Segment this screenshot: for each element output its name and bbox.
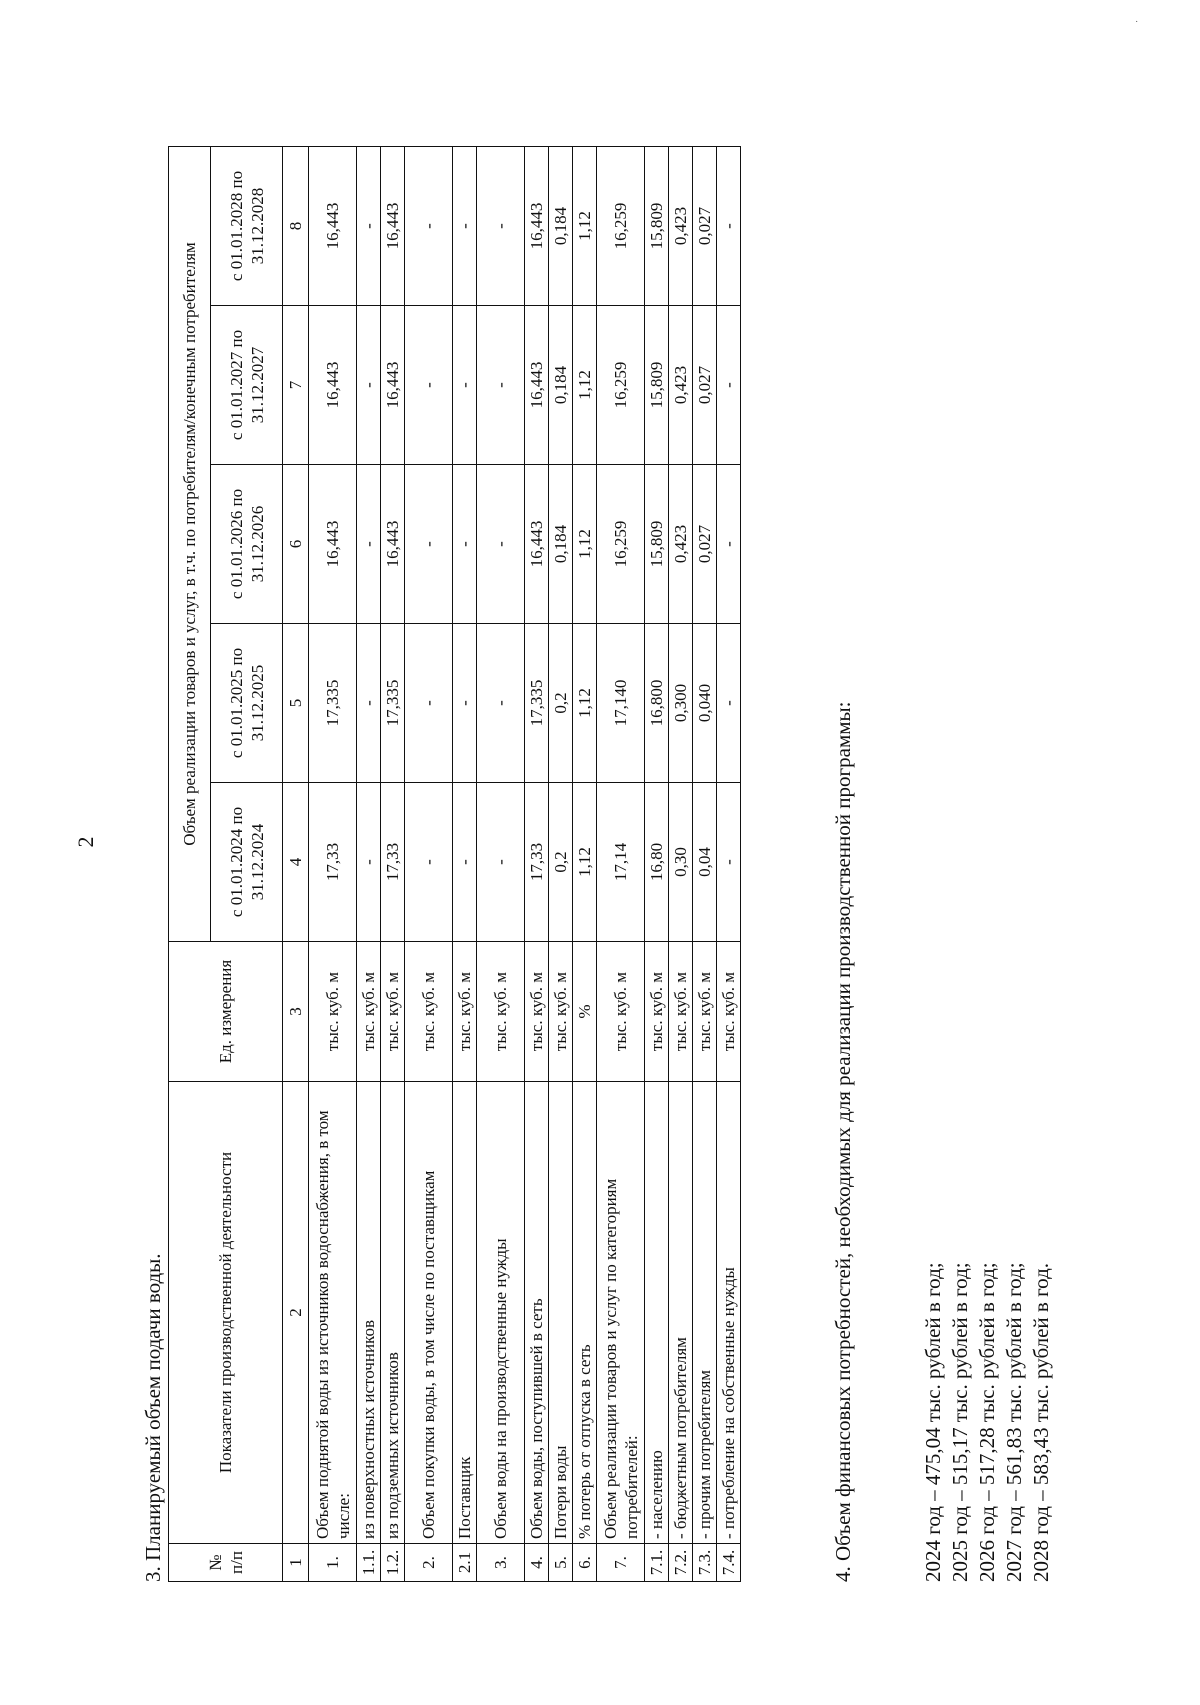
row-indicator: Объем воды, поступившей в сеть	[525, 1082, 549, 1544]
row-value: -	[477, 465, 525, 624]
row-unit: тыс. куб. м	[525, 942, 549, 1082]
row-value: -	[405, 783, 453, 942]
financial-needs-list	[920, 1262, 1055, 1582]
row-indicator: - потребление на собственные нужды	[717, 1082, 741, 1544]
row-value: -	[477, 624, 525, 783]
row-value: 16,80	[645, 783, 669, 942]
header-volume-group: Объем реализации товаров и услуг, в т.ч. по потребителям/конечным потребителям	[169, 146, 211, 941]
row-unit: тыс. куб. м	[645, 942, 669, 1082]
row-value: 0,423	[669, 146, 693, 305]
section4-title: 4. Объем финансовых потребностей, необходимых для реализации производственной программы:	[831, 701, 855, 1582]
row-num: 4.	[525, 1544, 549, 1582]
table-row	[573, 146, 597, 1581]
table-row	[525, 146, 549, 1581]
row-num: 1.1.	[357, 1544, 381, 1582]
table-row	[669, 146, 693, 1581]
header-unit: Ед. измерения	[169, 942, 283, 1082]
row-num: 7.4.	[717, 1544, 741, 1582]
header-num: № п/п	[169, 1544, 283, 1582]
row-value: 17,33	[525, 783, 549, 942]
col-number: 8	[283, 146, 309, 305]
table-row	[381, 146, 405, 1581]
row-unit: тыс. куб. м	[453, 942, 477, 1082]
row-value: -	[357, 624, 381, 783]
table-row	[477, 146, 525, 1581]
row-unit: тыс. куб. м	[717, 942, 741, 1082]
col-number: 3	[283, 942, 309, 1082]
row-indicator: Поставщик	[453, 1082, 477, 1544]
row-value: -	[357, 306, 381, 465]
row-unit: тыс. куб. м	[477, 942, 525, 1082]
row-value: 1,12	[573, 465, 597, 624]
row-value: -	[453, 783, 477, 942]
row-num: 5.	[549, 1544, 573, 1582]
row-value: -	[453, 465, 477, 624]
table-row	[453, 146, 477, 1581]
row-indicator: Потери воды	[549, 1082, 573, 1544]
table-row	[549, 146, 573, 1581]
row-value: 17,335	[309, 624, 357, 783]
row-value: 0,184	[549, 465, 573, 624]
table-row	[309, 146, 357, 1581]
row-indicator: - прочим потребителям	[693, 1082, 717, 1544]
row-value: -	[717, 465, 741, 624]
header-period-2024: с 01.01.2024 по 31.12.2024	[211, 783, 283, 942]
row-value: -	[717, 306, 741, 465]
row-value: -	[453, 306, 477, 465]
col-number: 1	[283, 1544, 309, 1582]
row-value: -	[357, 146, 381, 305]
row-value: -	[717, 783, 741, 942]
row-value: 0,2	[549, 783, 573, 942]
row-value: 16,259	[597, 465, 645, 624]
row-value: 0,040	[693, 624, 717, 783]
row-value: 16,443	[309, 465, 357, 624]
row-unit: тыс. куб. м	[549, 942, 573, 1082]
row-value: -	[477, 306, 525, 465]
row-unit: тыс. куб. м	[309, 942, 357, 1082]
row-value: 17,335	[381, 624, 405, 783]
row-num: 1.	[309, 1544, 357, 1582]
row-value: 0,30	[669, 783, 693, 942]
row-value: 16,259	[597, 306, 645, 465]
col-number: 7	[283, 306, 309, 465]
row-value: 16,443	[525, 465, 549, 624]
row-value: 15,809	[645, 146, 669, 305]
row-num: 2.1	[453, 1544, 477, 1582]
row-value: 1,12	[573, 624, 597, 783]
col-number: 5	[283, 624, 309, 783]
row-value: 0,423	[669, 306, 693, 465]
row-indicator: из подземных источников	[381, 1082, 405, 1544]
header-period-2026: с 01.01.2026 по 31.12.2026	[211, 465, 283, 624]
row-value: 0,027	[693, 465, 717, 624]
row-value: 17,33	[381, 783, 405, 942]
table-row	[717, 146, 741, 1581]
row-value: 16,443	[381, 146, 405, 305]
row-value: 17,33	[309, 783, 357, 942]
row-num: 2.	[405, 1544, 453, 1582]
row-value: -	[717, 146, 741, 305]
list-item: 2024 год – 475,04 тыс. рублей в год;	[921, 1262, 945, 1582]
list-item: 2026 год – 517,28 тыс. рублей в год;	[975, 1262, 999, 1582]
list-item: 2028 год – 583,43 тыс. рублей в год.	[1029, 1262, 1053, 1582]
row-value: 0,423	[669, 465, 693, 624]
row-value: -	[477, 146, 525, 305]
water-volume-table	[168, 146, 741, 1582]
header-period-2027: с 01.01.2027 по 31.12.2027	[211, 306, 283, 465]
row-value: 1,12	[573, 146, 597, 305]
row-num: 7.3.	[693, 1544, 717, 1582]
col-number: 4	[283, 783, 309, 942]
header-period-2028: с 01.01.2028 по 31.12.2028	[211, 146, 283, 305]
row-value: 16,443	[525, 146, 549, 305]
row-indicator: Объем покупки воды, в том числе по поставщикам	[405, 1082, 453, 1544]
table-row	[357, 146, 381, 1581]
row-indicator: Объем воды на производственные нужды	[477, 1082, 525, 1544]
row-indicator: - населению	[645, 1082, 669, 1544]
table-row	[405, 146, 453, 1581]
row-value: 16,443	[381, 465, 405, 624]
row-value: -	[453, 146, 477, 305]
row-value: 16,443	[525, 306, 549, 465]
col-number: 2	[283, 1082, 309, 1544]
col-number: 6	[283, 465, 309, 624]
list-item: 2027 год – 561,83 тыс. рублей в год;	[1002, 1262, 1026, 1582]
row-unit: тыс. куб. м	[381, 942, 405, 1082]
row-value: -	[405, 624, 453, 783]
list-item: 2025 год – 515,17 тыс. рублей в год;	[948, 1262, 972, 1582]
row-unit: тыс. куб. м	[357, 942, 381, 1082]
row-num: 3.	[477, 1544, 525, 1582]
row-value: 16,443	[309, 146, 357, 305]
row-value: 0,027	[693, 146, 717, 305]
row-value: 17,140	[597, 624, 645, 783]
row-indicator: из поверхностных источников	[357, 1082, 381, 1544]
row-value: -	[717, 624, 741, 783]
row-unit: тыс. куб. м	[669, 942, 693, 1082]
row-value: 16,800	[645, 624, 669, 783]
row-value: -	[477, 783, 525, 942]
row-value: 0,184	[549, 306, 573, 465]
row-unit: тыс. куб. м	[405, 942, 453, 1082]
row-value: 1,12	[573, 306, 597, 465]
table-row	[597, 146, 645, 1581]
row-indicator: Объем поднятой воды из источников водоснабжения, в том числе:	[309, 1082, 357, 1544]
row-value: -	[405, 306, 453, 465]
row-num: 7.	[597, 1544, 645, 1582]
row-value: 0,184	[549, 146, 573, 305]
row-unit: %	[573, 942, 597, 1082]
row-value: 0,04	[693, 783, 717, 942]
row-value: -	[453, 624, 477, 783]
row-value: -	[405, 465, 453, 624]
row-value: -	[357, 465, 381, 624]
row-value: 17,335	[525, 624, 549, 783]
row-value: 16,259	[597, 146, 645, 305]
section3-title: 3. Планируемый объем подачи воды.	[141, 1253, 165, 1582]
row-indicator: - бюджетным потребителям	[669, 1082, 693, 1544]
header-period-2025: с 01.01.2025 по 31.12.2025	[211, 624, 283, 783]
row-indicator: Объем реализации товаров и услуг по категориям потребителей:	[597, 1082, 645, 1544]
row-num: 1.2.	[381, 1544, 405, 1582]
row-value: 17,14	[597, 783, 645, 942]
row-value: 0,2	[549, 624, 573, 783]
rotated-content	[140, 126, 1060, 1596]
row-value: -	[405, 146, 453, 305]
header-indicator: Показатели производственной деятельности	[169, 1082, 283, 1544]
row-num: 7.2.	[669, 1544, 693, 1582]
row-value: 0,300	[669, 624, 693, 783]
row-num: 6.	[573, 1544, 597, 1582]
scan-mark: ˙	[1135, 20, 1139, 31]
page-number: 2	[73, 836, 98, 848]
row-value: 1,12	[573, 783, 597, 942]
row-value: 0,027	[693, 306, 717, 465]
row-value: 15,809	[645, 306, 669, 465]
table-row	[645, 146, 669, 1581]
row-value: -	[357, 783, 381, 942]
row-unit: тыс. куб. м	[597, 942, 645, 1082]
row-value: 16,443	[309, 306, 357, 465]
row-unit: тыс. куб. м	[693, 942, 717, 1082]
row-indicator: % потерь от отпуска в сеть	[573, 1082, 597, 1544]
row-value: 15,809	[645, 465, 669, 624]
row-value: 16,443	[381, 306, 405, 465]
table-row	[693, 146, 717, 1581]
row-num: 7.1.	[645, 1544, 669, 1582]
